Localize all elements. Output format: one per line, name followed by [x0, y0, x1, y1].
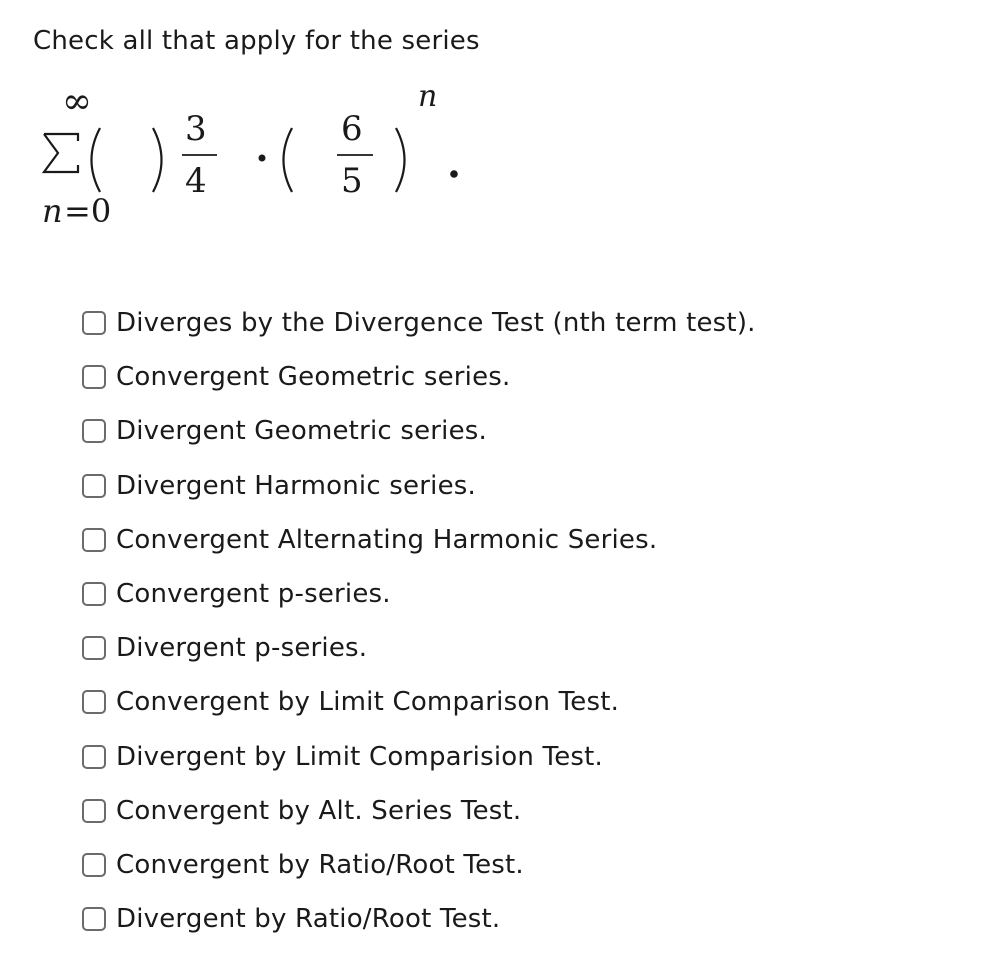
- left-paren-2-icon: [284, 128, 293, 192]
- series-formula: [30, 79, 490, 242]
- answer-option[interactable]: [82, 567, 756, 621]
- answer-option[interactable]: [82, 675, 756, 729]
- summation-sigma-icon: [44, 134, 78, 172]
- multiplication-dot-icon: [259, 155, 266, 162]
- sum-upper-limit: ∞: [62, 81, 92, 122]
- right-paren-2-icon: [396, 128, 405, 192]
- checkbox[interactable]: [82, 745, 106, 769]
- option-label: Divergent Harmonic series.: [116, 470, 476, 501]
- left-paren-1-icon: [92, 128, 101, 192]
- option-label: Convergent by Limit Comparison Test.: [116, 687, 620, 718]
- fraction-2-denominator: 5: [341, 161, 363, 201]
- exponent-n: n: [418, 79, 438, 114]
- option-label: Convergent Geometric series.: [116, 362, 511, 393]
- answer-option[interactable]: [82, 892, 756, 946]
- checkbox[interactable]: [82, 528, 106, 552]
- checkbox[interactable]: [82, 474, 106, 498]
- checkbox[interactable]: [82, 311, 106, 335]
- option-label: Diverges by the Divergence Test (nth term test).: [116, 308, 756, 339]
- answer-option[interactable]: [82, 838, 756, 892]
- fraction-1-numerator: 3: [185, 109, 207, 149]
- checkbox[interactable]: [82, 907, 106, 931]
- answer-option[interactable]: [82, 621, 756, 675]
- option-label: Convergent p-series.: [116, 579, 391, 610]
- right-paren-1-icon: [153, 128, 162, 192]
- answer-option[interactable]: [82, 730, 756, 784]
- answer-option[interactable]: [82, 404, 756, 458]
- option-label: Convergent by Alt. Series Test.: [116, 795, 522, 826]
- checkbox[interactable]: [82, 690, 106, 714]
- answer-options: [82, 296, 756, 946]
- option-label: Convergent Alternating Harmonic Series.: [116, 524, 658, 555]
- answer-option[interactable]: [82, 350, 756, 404]
- answer-option[interactable]: [82, 459, 756, 513]
- checkbox[interactable]: [82, 853, 106, 877]
- option-label: Divergent by Ratio/Root Test.: [116, 904, 501, 935]
- answer-option[interactable]: [82, 296, 756, 350]
- option-label: Convergent by Ratio/Root Test.: [116, 849, 524, 880]
- checkbox[interactable]: [82, 582, 106, 606]
- checkbox[interactable]: [82, 365, 106, 389]
- option-label: Divergent Geometric series.: [116, 416, 487, 447]
- checkbox[interactable]: [82, 419, 106, 443]
- sum-lower-bound: =0: [64, 192, 112, 230]
- question-prompt: Check all that apply for the series: [33, 26, 480, 56]
- answer-option[interactable]: [82, 784, 756, 838]
- period-dot-icon: [450, 170, 458, 178]
- fraction-2-numerator: 6: [341, 109, 363, 149]
- checkbox[interactable]: [82, 636, 106, 660]
- option-label: Divergent p-series.: [116, 633, 368, 664]
- sum-lower-variable: n: [42, 192, 63, 230]
- fraction-1-denominator: 4: [185, 161, 207, 201]
- answer-option[interactable]: [82, 513, 756, 567]
- checkbox[interactable]: [82, 799, 106, 823]
- option-label: Divergent by Limit Comparision Test.: [116, 741, 603, 772]
